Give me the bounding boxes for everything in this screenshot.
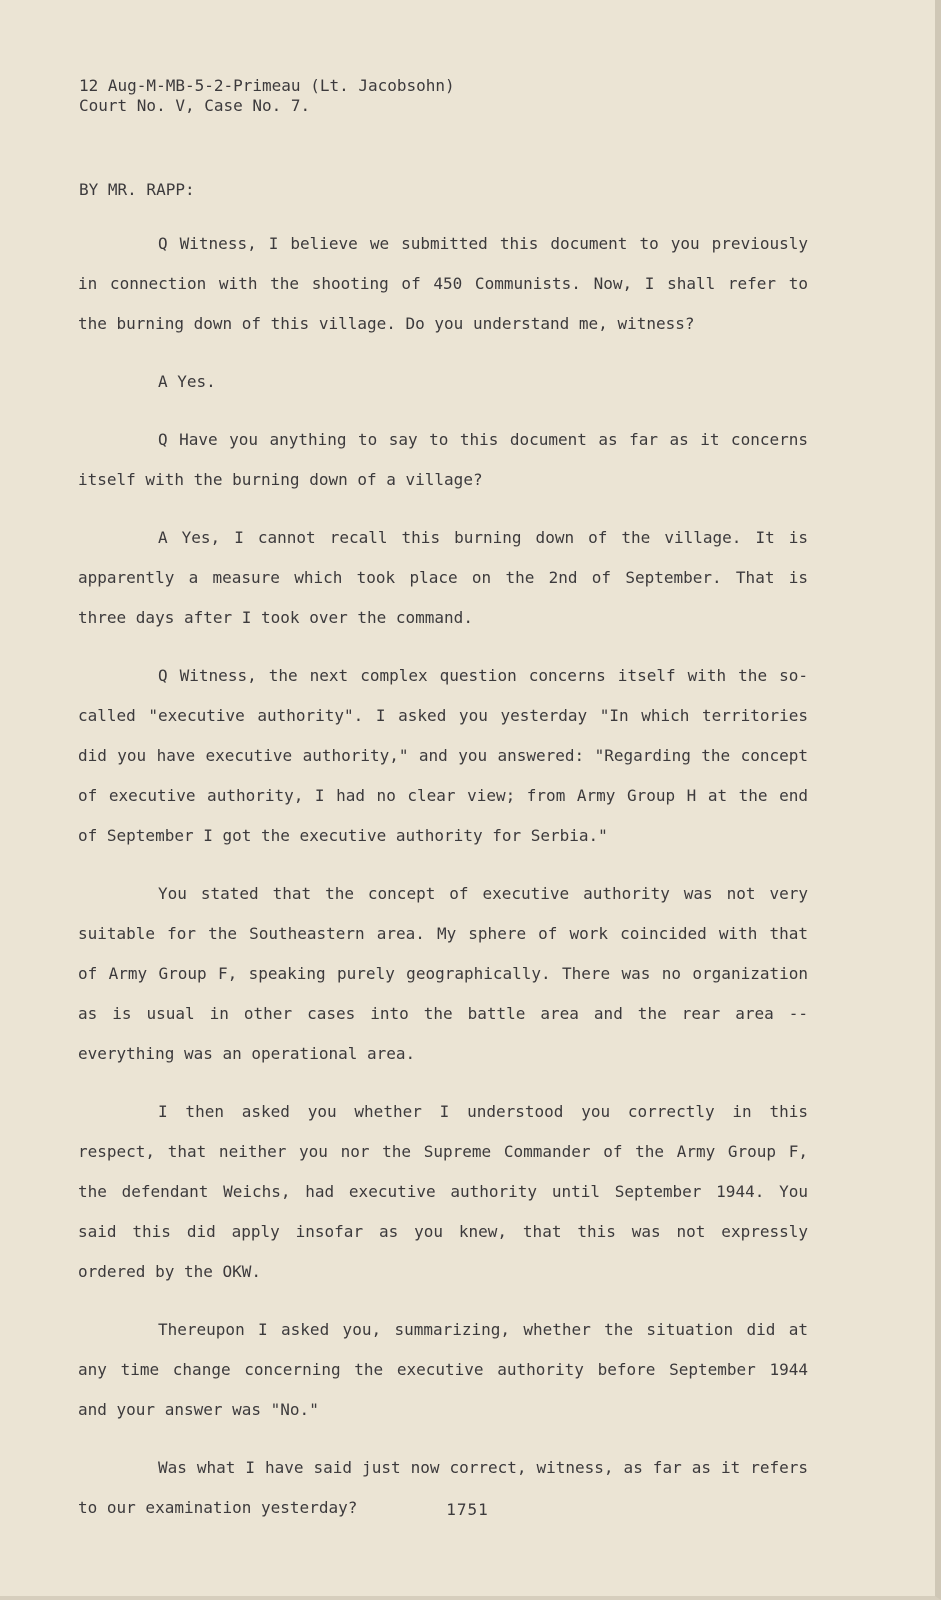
paragraph-question-3: Q Witness, the next complex question concerns itself with the so-called "executive authority". I asked you yesterday "In which territories did you have executive authority," and you answered: "Regarding the concept of executive authority, I had no clear view; from Army Group H at the end of September I got the executive authority for Serbia."	[78, 666, 808, 845]
examiner-line: BY MR. RAPP:	[79, 180, 195, 199]
paragraph-question-2: Q Have you anything to say to this document as far as it concerns itself with the burning down of a village?	[78, 430, 808, 489]
paragraph-statement-4: Was what I have said just now correct, witness, as far as it refers to our examination yesterday?	[78, 1458, 808, 1517]
document-header	[79, 76, 455, 116]
paragraph-statement-3: Thereupon I asked you, summarizing, whether the situation did at any time change concerning the executive authority before September 1944 and your answer was "No."	[78, 1320, 808, 1419]
header-line-2: Court No. V, Case No. 7.	[79, 96, 311, 115]
page-number: 1751	[446, 1500, 489, 1519]
paragraph-answer-2: A Yes, I cannot recall this burning down of the village. It is apparently a measure which took place on the 2nd of September. That is three days after I took over the command.	[78, 528, 808, 627]
paragraph-statement-1: You stated that the concept of executive authority was not very suitable for the Southeastern area. My sphere of work coincided with that of Army Group F, speaking purely geographically. There was no organization as is usual in other cases into the battle area and the rear area -- everything was an operational area.	[78, 884, 808, 1063]
paragraph-question-1: Q Witness, I believe we submitted this document to you previously in connection with the shooting of 450 Communists. Now, I shall refer to the burning down of this village. Do you understand me, witness?	[78, 234, 808, 333]
header-line-1: 12 Aug-M-MB-5-2-Primeau (Lt. Jacobsohn)	[79, 76, 455, 95]
paragraph-answer-1: A Yes.	[158, 372, 216, 391]
transcript-body	[78, 224, 808, 1546]
paragraph-statement-2: I then asked you whether I understood you correctly in this respect, that neither you nor the Supreme Commander of the Army Group F, the defendant Weichs, had executive authority until September 1944. You said this did apply insofar as you knew, that this was not expressly ordered by the OKW.	[78, 1102, 808, 1281]
